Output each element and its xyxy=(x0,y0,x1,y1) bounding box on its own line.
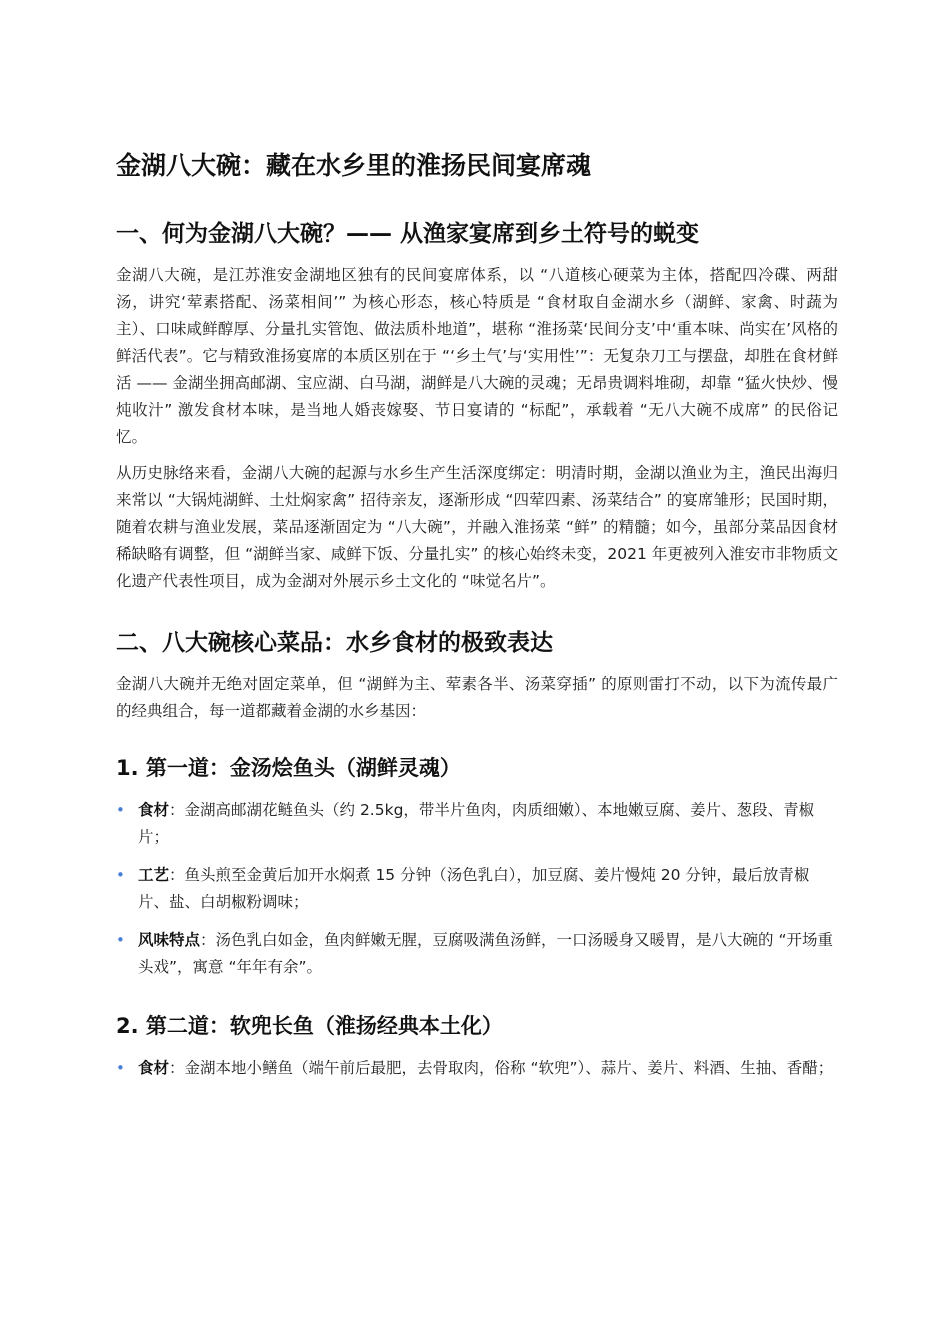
item-text: ：汤色乳白如金，鱼肉鲜嫩无腥，豆腐吸满鱼汤鲜，一口汤暖身又暖胃，是八大碗的 “开场重头戏”，寓意 “年年有余”。 xyxy=(138,931,833,976)
item-label: 工艺 xyxy=(138,866,170,884)
dish-2-list xyxy=(116,1055,838,1082)
item-text: ：金湖本地小鳝鱼（端午前后最肥，去骨取肉，俗称 “软兜”）、蒜片、姜片、料酒、生抽、香醋； xyxy=(169,1059,834,1077)
item-text: ：鱼头煎至金黄后加开水焖煮 15 分钟（汤色乳白），加豆腐、姜片慢炖 20 分钟，最后放青椒片、盐、白胡椒粉调味； xyxy=(138,866,810,911)
item-label: 食材 xyxy=(138,801,170,819)
document-page xyxy=(116,144,838,1110)
list-item xyxy=(116,1055,838,1082)
list-item xyxy=(116,927,838,981)
item-label: 风味特点 xyxy=(138,931,201,949)
section-heading-1: 一、何为金湖八大碗？—— 从渔家宴席到乡土符号的蜕变 xyxy=(116,221,700,247)
dish-heading-2: 2. 第二道：软兜长鱼（淮扬经典本土化） xyxy=(116,1014,503,1038)
bullet-icon: • xyxy=(116,1059,125,1077)
section-heading-2: 二、八大碗核心菜品：水乡食材的极致表达 xyxy=(116,630,553,656)
bullet-icon: • xyxy=(116,801,125,819)
section-1-paragraph-1: 金湖八大碗，是江苏淮安金湖地区独有的民间宴席体系，以 “八道核心硬菜为主体，搭配四冷碟、两甜汤，讲究‘荤素搭配、汤菜相间’” 为核心形态，核心特质是 “食材取自金湖水乡（湖鲜、家禽、时蔬为主）、口味咸鲜醇厚、分量扎实管饱、做法质朴地道”，堪称 “淮扬菜‘民间分支’中‘重本味、尚实在’风格的鲜活代表”。它与精致淮扬宴席的本质区别在于 “‘乡土气’与‘实用性’”：无复杂刀工与摆盘，却胜在食材鲜活 —— 金湖坐拥高邮湖、宝应湖、白马湖，湖鲜是八大碗的灵魂；无昂贵调料堆砌，却靠 “猛火快炒、慢炖收汁” 激发食材本味，是当地人婚丧嫁娶、节日宴请的 “标配”，承载着 “无八大碗不成席” 的民俗记忆。 xyxy=(116,266,838,446)
bullet-icon: • xyxy=(116,866,125,884)
dish-1-list xyxy=(116,797,838,981)
list-item xyxy=(116,862,838,916)
bullet-icon: • xyxy=(116,931,125,949)
page-title: 金湖八大碗：藏在水乡里的淮扬民间宴席魂 xyxy=(116,151,592,180)
section-1-paragraph-2: 从历史脉络来看，金湖八大碗的起源与水乡生产生活深度绑定：明清时期，金湖以渔业为主，渔民出海归来常以 “大锅炖湖鲜、土灶焖家禽” 招待亲友，逐渐形成 “四荤四素、汤菜结合” 的宴席雏形；民国时期，随着农耕与渔业发展，菜品逐渐固定为 “八大碗”，并融入淮扬菜 “鲜” 的精髓；如今，虽部分菜品因食材稀缺略有调整，但 “湖鲜当家、咸鲜下饭、分量扎实” 的核心始终未变，2021 年更被列入淮安市非物质文化遗产代表性项目，成为金湖对外展示乡土文化的 “味觉名片”。 xyxy=(116,464,838,590)
section-2-intro: 金湖八大碗并无绝对固定菜单，但 “湖鲜为主、荤素各半、汤菜穿插” 的原则雷打不动，以下为流传最广的经典组合，每一道都藏着金湖的水乡基因： xyxy=(116,675,838,720)
dish-heading-1: 1. 第一道：金汤烩鱼头（湖鲜灵魂） xyxy=(116,756,461,780)
item-label: 食材 xyxy=(138,1059,170,1077)
item-text: ：金湖高邮湖花鲢鱼头（约 2.5kg，带半片鱼肉，肉质细嫩）、本地嫩豆腐、姜片、葱段、青椒片； xyxy=(138,801,815,846)
list-item xyxy=(116,797,838,851)
